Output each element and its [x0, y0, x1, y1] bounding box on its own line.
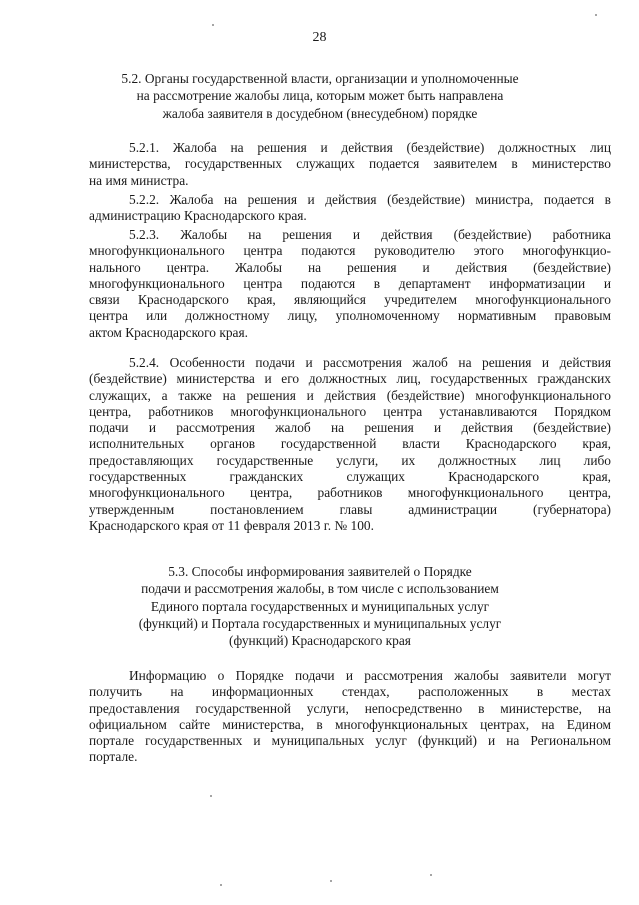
text-line: официальном сайте министерства, в многофункциональных центрах, на Едином	[89, 716, 611, 732]
paragraph-5-3-info	[89, 668, 611, 766]
text-line: актом Краснодарского края.	[89, 324, 248, 340]
section-5-2-heading	[100, 70, 540, 122]
text-line: администрацию Краснодарского края.	[89, 208, 307, 224]
paragraph-5-2-4	[89, 355, 611, 534]
text-line: (бездействие) министерства и его должностных лиц, государственных гражданских	[89, 371, 611, 387]
text-line: служащих, а также на решения и действия (бездействие) многофункционального	[89, 387, 611, 403]
text-line: 5.2.2. Жалоба на решения и действия (бездействие) министра, подается в	[129, 192, 611, 207]
text-line: нального центра. Жалобы на решения и действия (бездействие)	[89, 259, 611, 275]
text-line: предоставления государственной услуги, непосредственно в министерстве, на	[89, 700, 611, 716]
text-line: многофункционального центра подаются в департамент информатизации и	[89, 275, 611, 291]
heading-line: жалоба заявителя в досудебном (внесудебном) порядке	[162, 105, 478, 121]
paragraph-5-2-1	[89, 140, 611, 189]
scan-speck	[220, 884, 222, 886]
page-number: 28	[312, 30, 327, 45]
text-line: утвержденным постановлением главы администрации (губернатора)	[89, 501, 611, 517]
text-line: получить на информационных стендах, расположенных в местах	[89, 684, 611, 700]
text-line: 5.2.3. Жалобы на решения и действия (бездействие) работника	[129, 227, 611, 242]
text-line: Информацию о Порядке подачи и рассмотрения жалобы заявители могут	[129, 668, 611, 683]
text-line: министерства, государственных служащих подается заявителем в министерство	[89, 156, 611, 172]
text-line: подачи и рассмотрения жалоб на решения и действия (бездействие)	[89, 420, 611, 436]
text-line: исполнительных органов государственной власти Краснодарского края,	[89, 436, 611, 452]
text-line: предоставляющих государственные услуги, их должностных лиц либо	[89, 452, 611, 468]
text-line: многофункционального центра подаются руководителю этого многофункцио-	[89, 243, 611, 259]
text-line: 5.2.4. Особенности подачи и рассмотрения жалоб на решения и действия	[129, 355, 611, 370]
text-line: связи Краснодарского края, являющийся учредителем многофункционального	[89, 292, 611, 308]
heading-line: 5.2. Органы государственной власти, организации и уполномоченные	[121, 71, 519, 86]
scan-speck	[430, 874, 432, 876]
section-5-3-heading	[100, 563, 540, 649]
scan-speck	[330, 880, 332, 882]
heading-line: на рассмотрение жалобы лица, которым может быть направлена	[136, 88, 504, 104]
text-line: 5.2.1. Жалоба на решения и действия (бездействие) должностных лиц	[129, 140, 611, 155]
text-line: на имя министра.	[89, 172, 189, 188]
scan-speck	[595, 14, 597, 16]
text-line: государственных гражданских служащих Краснодарского края,	[89, 469, 611, 485]
text-line: центра или должностному лицу, уполномоченному нормативным правовым	[89, 308, 611, 324]
paragraph-5-2-3	[89, 227, 611, 341]
scan-speck	[210, 795, 212, 797]
text-line: портале.	[89, 749, 138, 765]
text-line: центра, работников многофункционального центра устанавливаются Порядком	[89, 403, 611, 419]
heading-line: (функций) и Портала государственных и муниципальных услуг	[138, 615, 502, 631]
heading-line: Единого портала государственных и муниципальных услуг	[150, 598, 490, 614]
heading-line: (функций) Краснодарского края	[229, 633, 411, 649]
text-line: портале государственных и муниципальных услуг (функций) и на Региональном	[89, 733, 611, 749]
paragraph-5-2-2	[89, 192, 611, 225]
heading-line: подачи и рассмотрения жалобы, в том числе с использованием	[141, 581, 499, 597]
scan-speck	[212, 24, 214, 26]
text-line: многофункционального центра, работников многофункционального центра,	[89, 485, 611, 501]
heading-line: 5.3. Способы информирования заявителей о Порядке	[168, 564, 472, 579]
text-line: Краснодарского края от 11 февраля 2013 г. № 100.	[89, 517, 374, 533]
